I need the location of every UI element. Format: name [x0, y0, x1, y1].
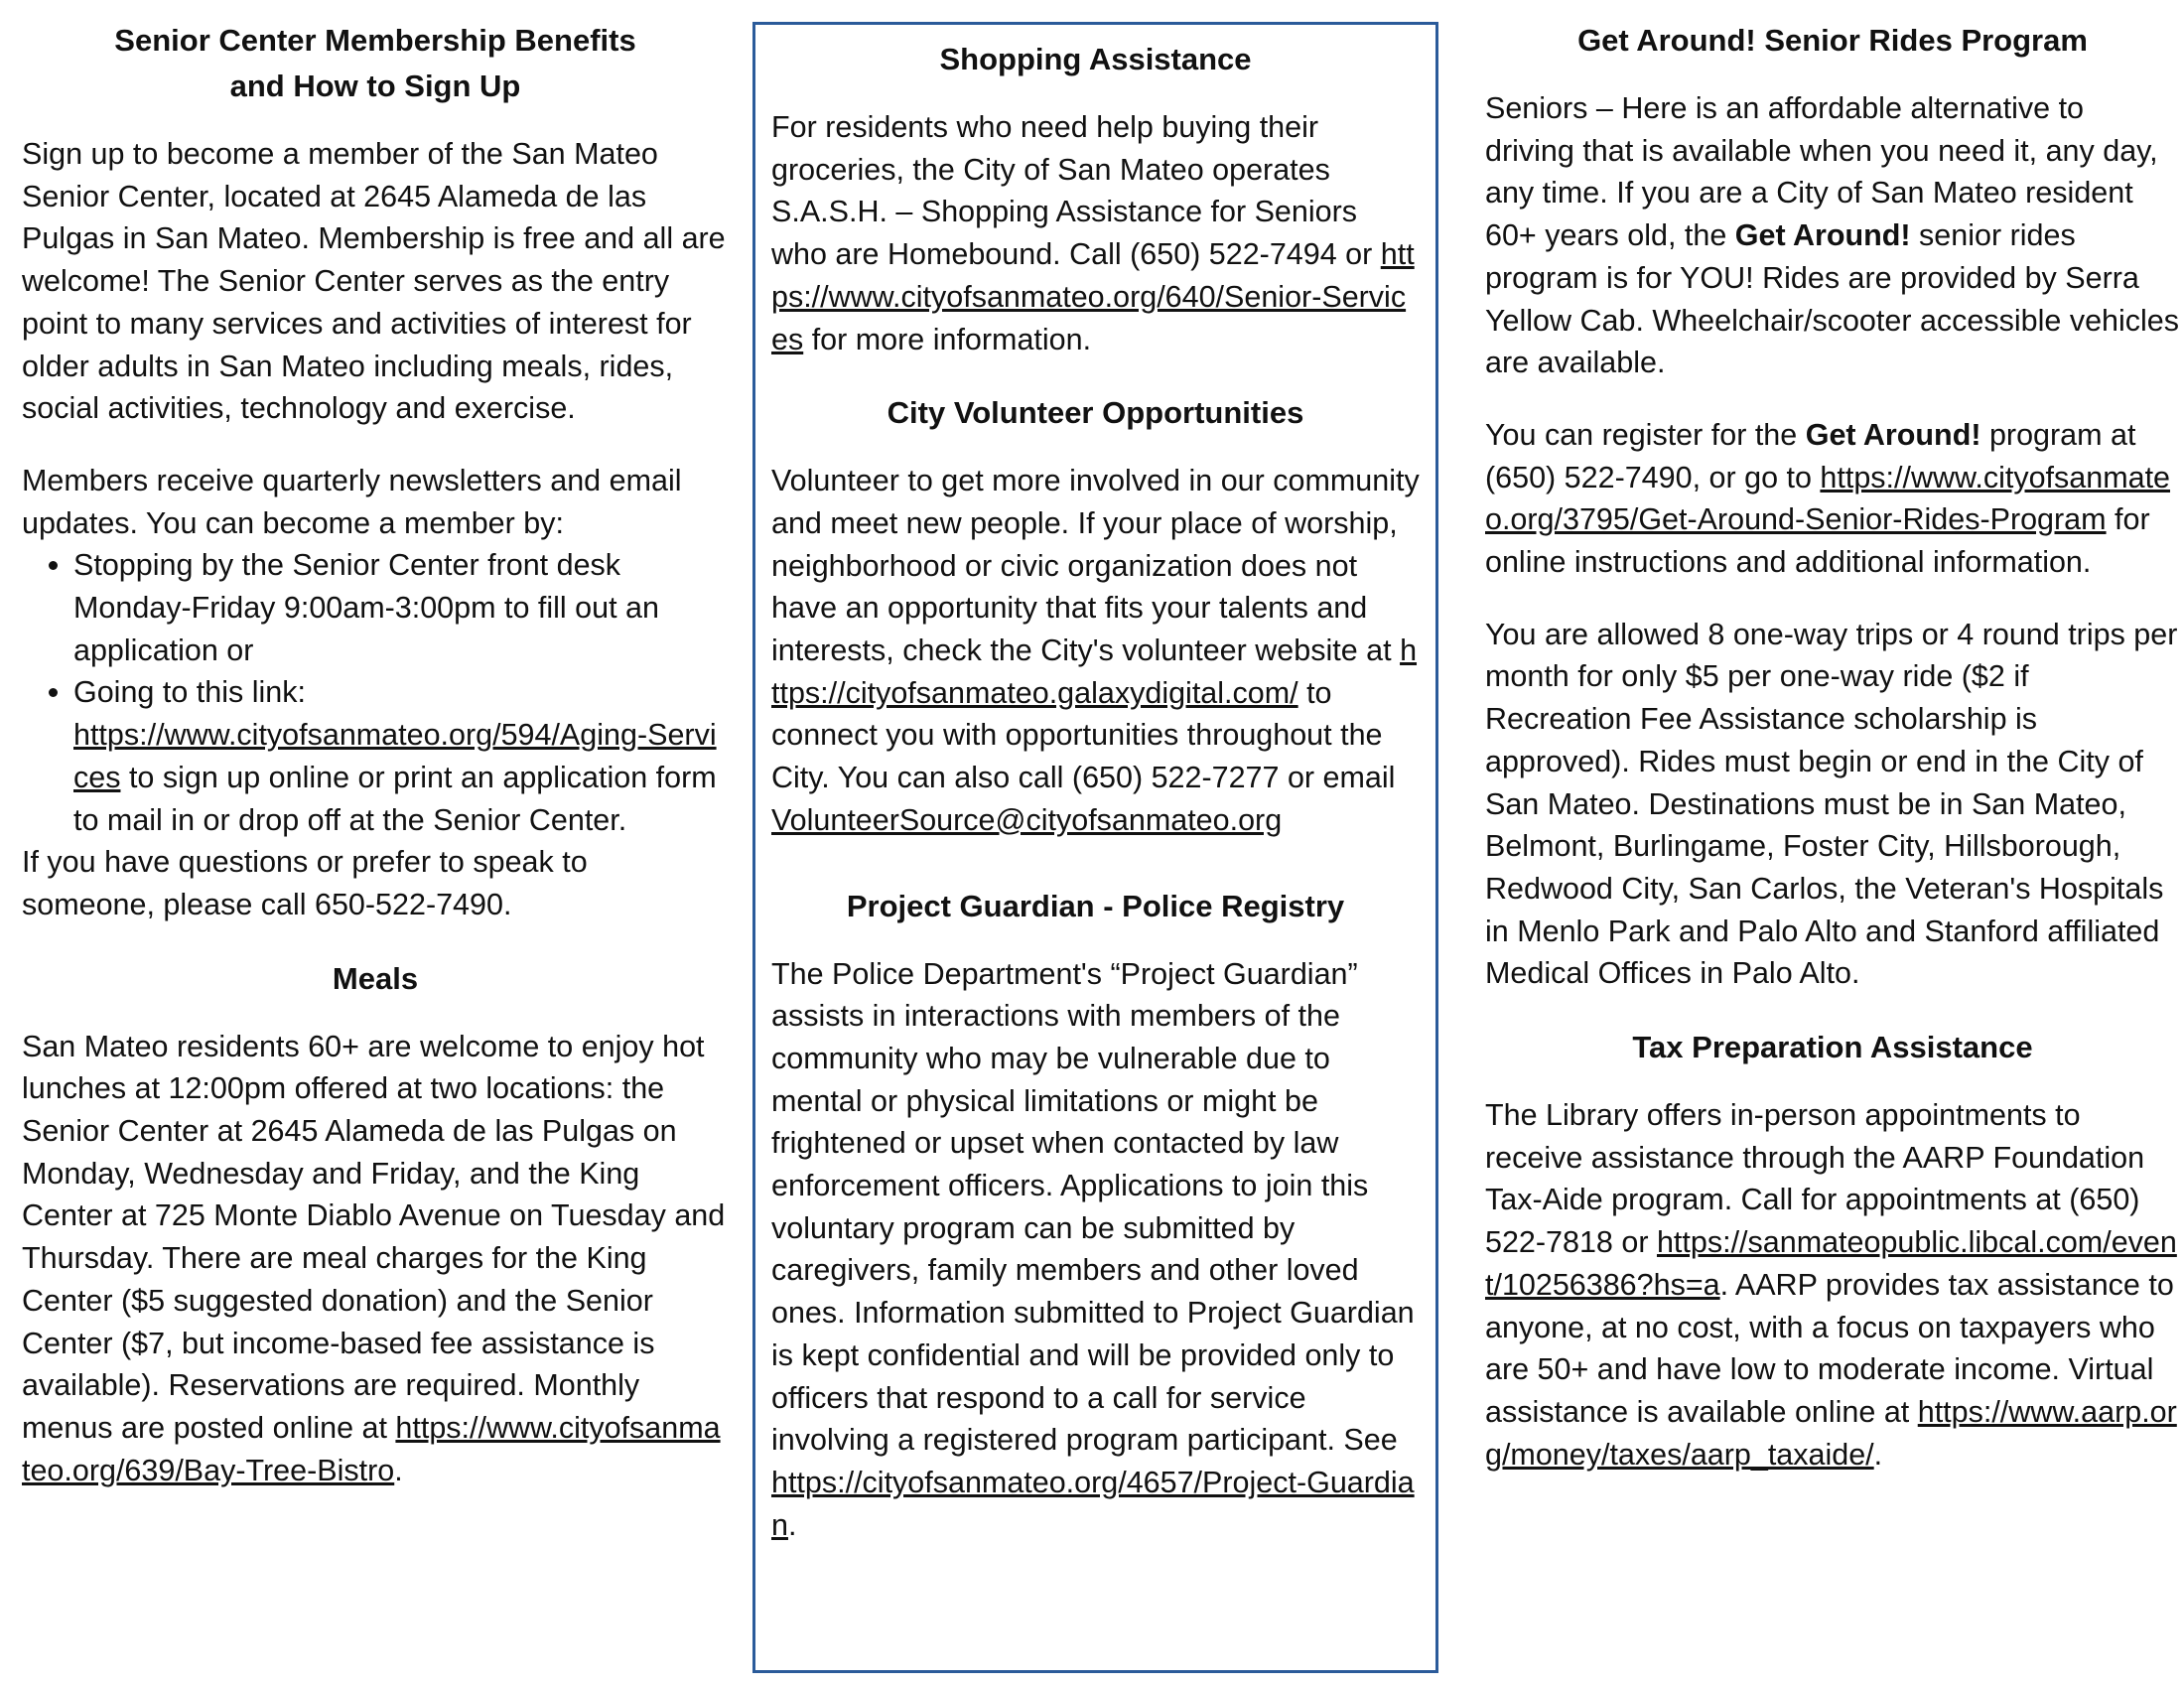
meals-body: San Mateo residents 60+ are welcome to enjoy hot lunches at 12:00pm offered at two locations: the Senior Center at 2645 Alameda de las Pulgas on Monday, Wednesday and Friday, and the King Center at 725 Monte Diablo Avenue on Tuesday and Thursday. There are meal charges for the King Center ($5 suggested donation) and the Senior Center ($7, but income-based fee assistance is available). Reservations are required. Monthly menus are posted online at	[22, 1029, 726, 1445]
shopping-text	[771, 106, 1420, 360]
rides-heading: Get Around! Senior Rides Program	[1577, 23, 2088, 58]
tax-body-c: .	[1873, 1437, 1883, 1472]
membership-intro: Sign up to become a member of the San Mateo Senior Center, located at 2645 Alameda de las Pulgas in San Mateo. Membership is free and all are welcome! The Senior Center serves as the entry point to many services and activities of interest for older adults in San Mateo including meals, rides, social activities, technology and exercise.	[22, 137, 726, 426]
rides-register-b: program at (650) 522-7490, or go to	[1485, 417, 2136, 494]
guardian-heading: Project Guardian - Police Registry	[846, 888, 1345, 923]
rides-intro	[1485, 87, 2180, 384]
guardian-post: .	[787, 1507, 797, 1542]
guardian-body: The Police Department's “Project Guardian” assists in interactions with members of the community who may be vulnerable due to mental or physical limitations or might be frightened or upset when contacted by law enforcement officers. Applications to join this voluntary program can be submitted by caregivers, family members and other loved ones. Information submitted to Project Guardian is kept confidential and will be provided only to officers that respond to a call for service involving a registered program participant. See	[771, 956, 1415, 1458]
rides-intro-b: senior rides program is for YOU! Rides are provided by Serra Yellow Cab. Wheelchair/scooter accessible vehicles are available.	[1485, 218, 2180, 380]
rides-intro-a: Seniors – Here is an affordable alternative to driving that is available when you need it, any day, any time. If you are a City of San Mateo resident 60+ years old, the	[1485, 91, 2158, 253]
left-column	[22, 18, 729, 1521]
volunteer-text	[771, 460, 1420, 841]
list-item	[73, 671, 729, 841]
volunteer-body: Volunteer to get more involved in our community and meet new people. If your place of worship, neighborhood or civic organization does not have an opportunity that fits your talents and interests, check the City's volunteer website at	[771, 464, 1420, 668]
middle-column-box	[752, 22, 1438, 1673]
project-guardian-link[interactable]: https://cityofsanmateo.org/4657/Project-Guardian	[771, 1465, 1415, 1542]
membership-heading-line1: Senior Center Membership Benefits	[114, 23, 636, 58]
tax-text	[1485, 1094, 2180, 1476]
meals-post: .	[394, 1453, 403, 1487]
tax-body-b: . AARP provides tax assistance to anyone, at no cost, with a focus on taxpayers who are 50+ and have low to moderate income. Virtual assistance is available online at	[1485, 1267, 2174, 1429]
galaxy-digital-link[interactable]: https://cityofsanmateo.galaxydigital.com/	[771, 633, 1418, 710]
shopping-body: For residents who need help buying their groceries, the City of San Mateo operates S.A.S.H. – Shopping Assistance for Seniors who are Homebound. Call (650) 522-7494 or	[771, 110, 1381, 272]
rides-register-a: You can register for the	[1485, 417, 1806, 452]
senior-services-link[interactable]: https://www.cityofsanmateo.org/640/Senior-Services	[771, 237, 1415, 356]
libcal-event-link[interactable]: https://sanmateopublic.libcal.com/event/10256386?hs=a	[1485, 1225, 2177, 1302]
bay-tree-bistro-link[interactable]: https://www.cityofsanmateo.org/639/Bay-Tree-Bistro	[22, 1410, 721, 1487]
membership-heading-line2: and How to Sign Up	[229, 69, 521, 103]
get-around-link[interactable]: https://www.cityofsanmateo.org/3795/Get-Around-Senior-Rides-Program	[1485, 460, 2171, 537]
membership-option-link-pre: Going to this link:	[73, 675, 306, 710]
volunteer-mid: to connect you with opportunities throughout the City. You can also call (650) 522-7277 or email	[771, 675, 1396, 795]
membership-option-link-post: to sign up online or print an application form to mail in or drop off at the Senior Center.	[73, 760, 717, 837]
aging-services-link[interactable]: https://www.cityofsanmateo.org/594/Aging-Services	[73, 718, 717, 794]
membership-contact: If you have questions or prefer to speak to someone, please call 650-522-7490.	[22, 845, 588, 921]
shopping-heading: Shopping Assistance	[939, 42, 1252, 76]
membership-members-text: Members receive quarterly newsletters and email updates. You can become a member by:	[22, 463, 682, 540]
rides-intro-bold: Get Around!	[1734, 218, 1911, 253]
meals-heading: Meals	[332, 960, 419, 996]
membership-option-desk: Stopping by the Senior Center front desk Monday-Friday 9:00am-3:00pm to fill out an application or	[73, 548, 659, 667]
list-item	[73, 544, 729, 671]
rides-rules: You are allowed 8 one-way trips or 4 round trips per month for only $5 per one-way ride ($2 if Recreation Fee Assistance scholarship is approved). Rides must begin or end in the City of San Mateo. Destinations must be in San Mateo, Belmont, Burlingame, Foster City, Hillsborough, Redwood City, San Carlos, the Veteran's Hospitals in Menlo Park and Palo Alto and Stanford affiliated Medical Offices in Palo Alto.	[1485, 617, 2178, 991]
volunteer-heading: City Volunteer Opportunities	[887, 395, 1304, 431]
rides-register	[1485, 414, 2180, 584]
shopping-post: for more information.	[803, 322, 1092, 356]
tax-body-a: The Library offers in-person appointments to receive assistance through the AARP Foundation Tax-Aide program. Call for appointments at (650) 522-7818 or	[1485, 1098, 2145, 1260]
aarp-taxaide-link[interactable]: https://www.aarp.org/money/taxes/aarp_taxaide/	[1485, 1394, 2177, 1472]
guardian-text	[771, 953, 1420, 1547]
volunteer-email-link[interactable]: VolunteerSource@cityofsanmateo.org	[771, 802, 1283, 837]
meals-text	[22, 1026, 729, 1492]
membership-options-list	[22, 544, 729, 841]
rides-register-bold: Get Around!	[1805, 417, 1981, 452]
membership-heading	[22, 18, 729, 109]
right-column	[1485, 18, 2180, 1505]
tax-heading: Tax Preparation Assistance	[1632, 1030, 2033, 1065]
rides-register-c: for online instructions and additional information.	[1485, 502, 2150, 580]
